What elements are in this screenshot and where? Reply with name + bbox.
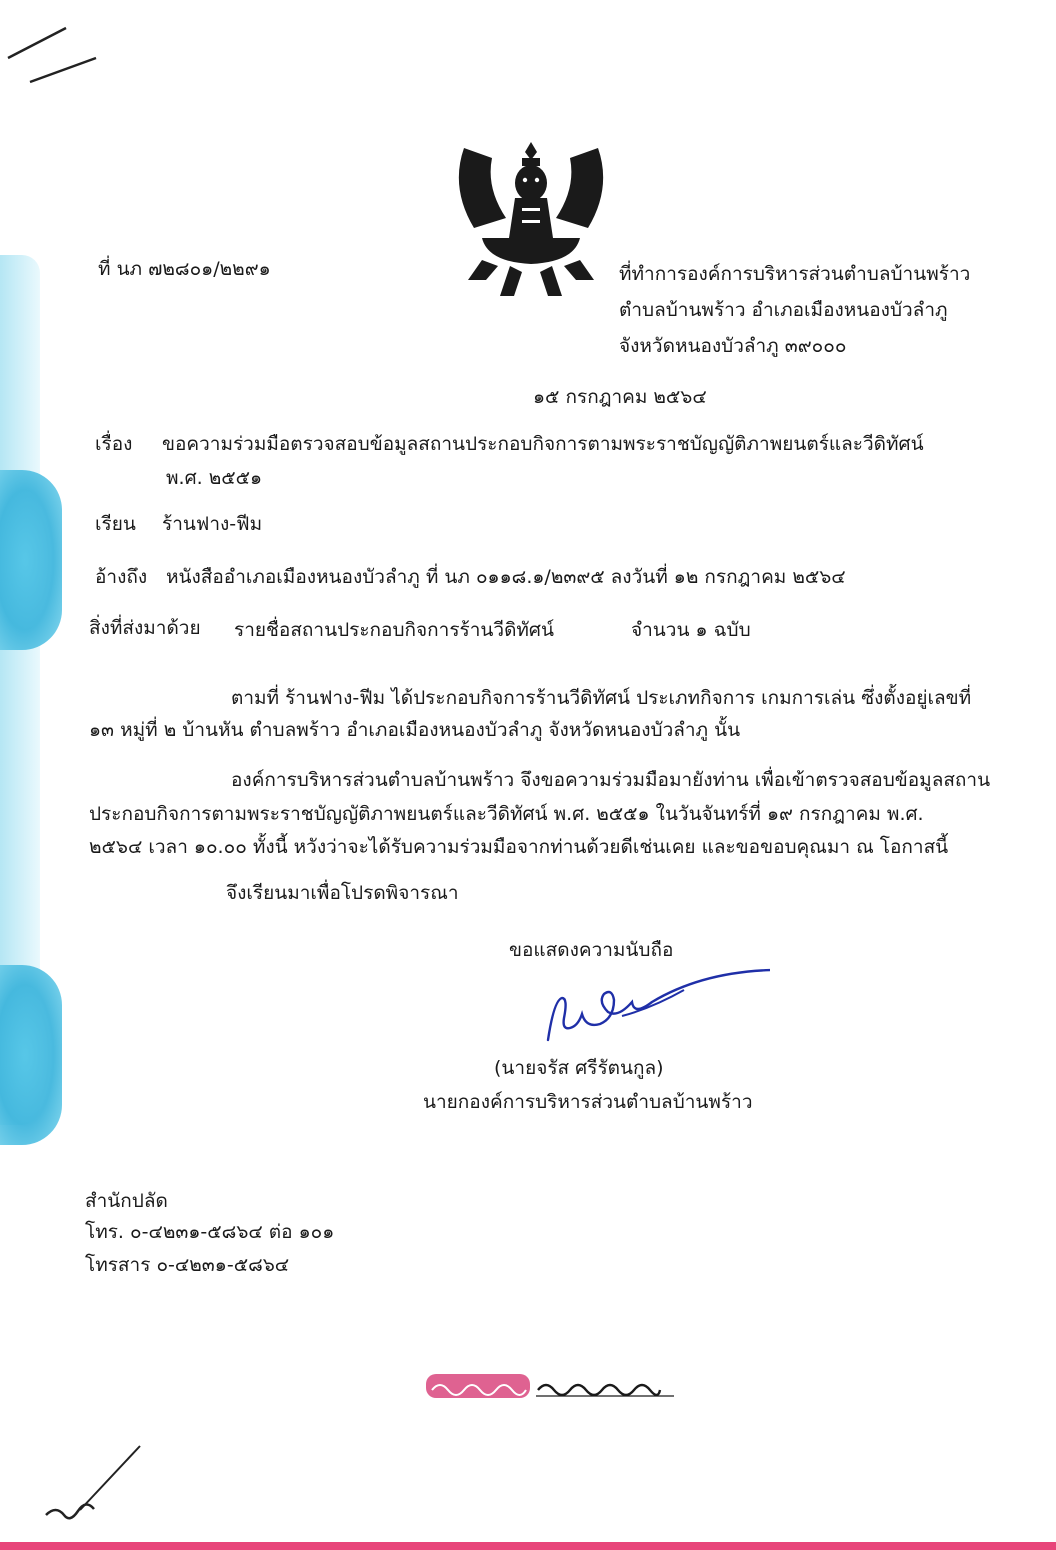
province-slogan-stamp [424, 1368, 680, 1404]
bottom-edge-stripe [0, 1542, 1056, 1550]
binder-clip-top [0, 470, 62, 650]
enclosure-text: รายชื่อสถานประกอบกิจการร้านวีดิทัศน์ [234, 619, 554, 641]
letter-date: ๑๕ กรกฎาคม ๒๕๖๔ [533, 386, 707, 408]
regards: ขอแสดงความนับถือ [509, 939, 674, 961]
reference-label: อ้างถึง [95, 566, 148, 588]
subject-label: เรื่อง [95, 433, 133, 455]
footer-phone: โทร. ๐-๔๒๓๑-๕๘๖๔ ต่อ ๑๐๑ [85, 1221, 335, 1243]
office-address-line1: ที่ทำการองค์การบริหารส่วนตำบลบ้านพร้าว [619, 263, 971, 285]
initials-mark [40, 1440, 150, 1530]
enclosure-label: สิ่งที่ส่งมาด้วย [89, 617, 201, 639]
enclosure-quantity: จำนวน ๑ ฉบับ [631, 619, 751, 641]
subject-line2: พ.ศ. ๒๕๕๑ [166, 467, 263, 489]
garuda-emblem-icon [452, 128, 610, 300]
signer-title: นายกองค์การบริหารส่วนตำบลบ้านพร้าว [423, 1091, 753, 1113]
paragraph2-line3: ๒๕๖๔ เวลา ๑๐.๐๐ ทั้งนี้ หวังว่าจะได้รับความร่วมมือจากท่านด้วยดีเช่นเคย และขอขอบคุณมา ณ โอกาสนี้ [89, 836, 949, 858]
reference-text: หนังสืออำเภอเมืองหนองบัวลำภู ที่ นภ ๐๑๑๘.๑/๒๓๙๕ ลงวันที่ ๑๒ กรกฎาคม ๒๕๖๔ [166, 566, 846, 588]
footer-fax: โทรสาร ๐-๔๒๓๑-๕๘๖๔ [85, 1254, 290, 1276]
paragraph1-line1: ตามที่ ร้านฟาง-ฟีม ได้ประกอบกิจการร้านวีดิทัศน์ ประเภทกิจการ เกมการเล่น ซึ่งตั้งอยู่เลขที่ [231, 687, 972, 709]
addressee-label: เรียน [95, 513, 136, 535]
closing-paragraph: จึงเรียนมาเพื่อโปรดพิจารณา [226, 882, 459, 904]
paragraph1-line2: ๑๓ หมู่ที่ ๒ บ้านหัน ตำบลพร้าว อำเภอเมืองหนองบัวลำภู จังหวัดหนองบัวลำภู นั้น [89, 719, 741, 741]
handwritten-signature [530, 962, 770, 1052]
addressee: ร้านฟาง-ฟีม [162, 513, 263, 535]
office-address-line3: จังหวัดหนองบัวลำภู ๓๙๐๐๐ [619, 335, 847, 357]
paragraph2-line1: องค์การบริหารส่วนตำบลบ้านพร้าว จึงขอความร่วมมือมายังท่าน เพื่อเข้าตรวจสอบข้อมูลสถาน [231, 769, 991, 791]
binder-clip-bottom [0, 965, 62, 1145]
office-address-line2: ตำบลบ้านพร้าว อำเภอเมืองหนองบัวลำภู [619, 299, 948, 321]
paragraph2-line2: ประกอบกิจการตามพระราชบัญญัติภาพยนตร์และวีดิทัศน์ พ.ศ. ๒๕๕๑ ในวันจันทร์ที่ ๑๙ กรกฎาคม พ.ศ. [89, 803, 924, 825]
subject-line1: ขอความร่วมมือตรวจสอบข้อมูลสถานประกอบกิจการตามพระราชบัญญัติภาพยนตร์และวีดิทัศน์ [162, 433, 924, 455]
footer-department: สำนักปลัด [85, 1190, 168, 1212]
signer-name: (นายจรัส ศรีรัตนกูล) [494, 1057, 664, 1079]
corner-pen-marks [0, 20, 110, 90]
reference-number: ที่ นภ ๗๒๘๐๑/๒๒๙๑ [98, 258, 271, 280]
